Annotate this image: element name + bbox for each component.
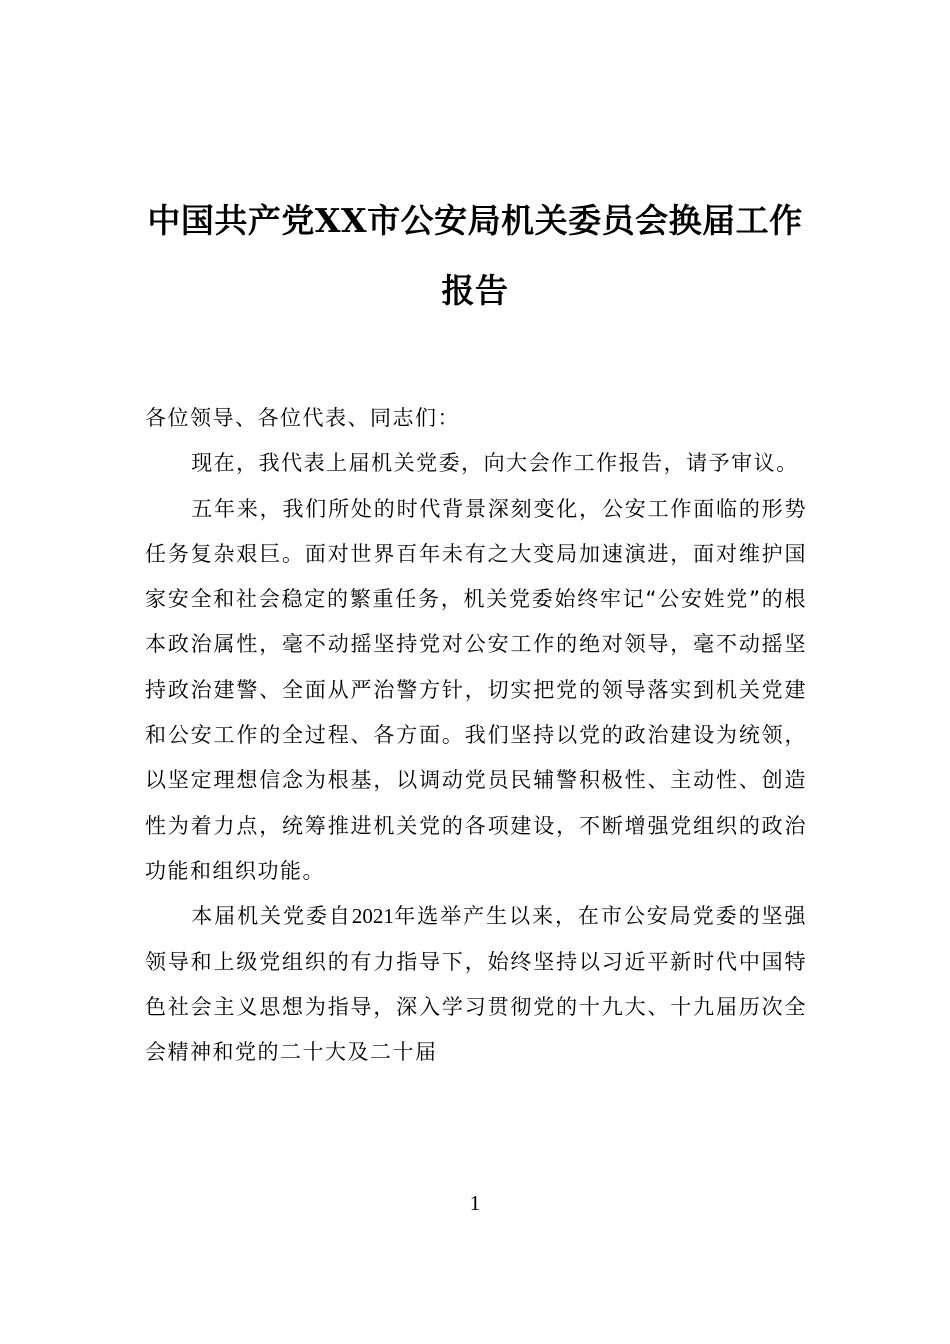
paragraph-3-rest: 年选举产生以来，在市公安局党委的坚强领导和上级党组织的有力指导下，始终坚持以习近平新时代中国特色社会主义思想为指导，深入学习贯彻党的十九大、十九届历次全会精神和党的二十大及二十届 — [145, 904, 808, 1065]
document-body — [145, 396, 807, 1075]
paragraph-3 — [145, 894, 807, 1075]
paragraph-1: 现在，我代表上届机关党委，向大会作工作报告，请予审议。 — [191, 451, 799, 476]
paragraph-3-year: 2021 — [351, 904, 394, 929]
paragraph-2: 五年来，我们所处的时代背景深刻变化，公安工作面临的形势任务复杂艰巨。面对世界百年未有之大变局加速演进，面对维护国家安全和社会稳定的繁重任务，机关党委始终牢记“公安姓党”的根本政治属性，毫不动摇坚持党对公安工作的绝对领导，毫不动摇坚持政治建警、全面从严治警方针，切实把党的领导落实到机关党建和公安工作的全过程、各方面。我们坚持以党的政治建设为统领，以坚定理想信念为根基，以调动党员民辅警积极性、主动性、创造性为着力点，统筹推进机关党的各项建设，不断增强党组织的政治功能和组织功能。 — [145, 496, 807, 883]
salutation: 各位领导、各位代表、同志们： — [145, 406, 460, 430]
paragraph-3-lead: 本届机关党委自 — [191, 904, 352, 929]
document-title: 中国共产党XX市公安局机关委员会换届工作报告 — [147, 201, 803, 310]
page-number: 1 — [469, 1191, 481, 1215]
